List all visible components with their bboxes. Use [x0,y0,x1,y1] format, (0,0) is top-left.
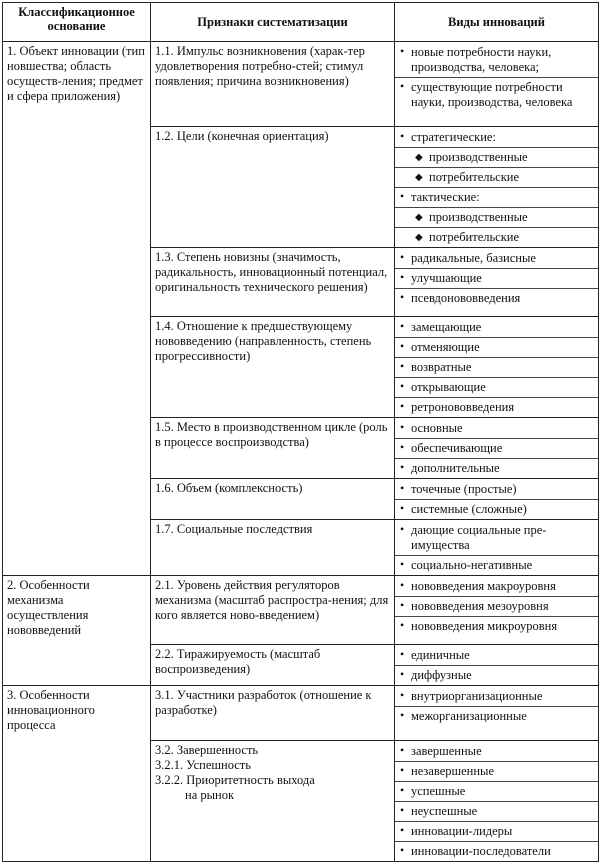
kind-item: • обеспечивающие [395,438,598,458]
bullet-icon: • [400,319,405,333]
bullet-icon: • [400,743,405,757]
bullet-icon: • [400,763,405,777]
bullet-icon: • [400,290,405,304]
kind-item: • замещающие [400,319,482,334]
diamond-bullet-icon: ◆ [415,212,423,223]
feature-line: 3.2.1. Успешность [155,758,251,772]
bullet-icon: • [400,420,405,434]
kind-item: • существующие потребности науки, производства, человека [395,77,598,112]
bullet-icon: • [400,618,405,632]
kind-item: • нововведения макроуровня [400,578,556,593]
kind-item: • нововведения мезоуровня [395,596,598,616]
kind-subitem: ◆ производственные [395,207,598,227]
kind-item: • улучшающие [395,268,598,288]
table-row [3,686,599,741]
feature-cell: 1.5. Место в производственном цикле (роль в процессе воспроизводства) [151,418,395,479]
bullet-icon: • [400,44,405,58]
kind-item: • инновации-последователи [395,841,598,861]
kinds-cell [395,645,599,686]
kind-item: • неуспешные [395,801,598,821]
table-row [3,576,599,645]
kind-item: • точечные (простые) [400,481,517,496]
bullet-icon: • [400,803,405,817]
kind-item: • единичные [400,647,470,662]
bullet-icon: • [400,843,405,857]
feature-line: 3.2. Завершенность [155,743,259,757]
innovation-classification-table [2,2,599,862]
bullet-icon: • [400,501,405,515]
bullet-icon: • [400,129,405,143]
bullet-icon: • [400,557,405,571]
kinds-cell [395,418,599,479]
bullet-icon: • [400,339,405,353]
kinds-cell [395,479,599,520]
kind-item: • межорганизационные [395,706,598,726]
feature-cell: 1.3. Степень новизны (значимость, радикальность, инновационный потенциал, оригинальность технического решения) [151,248,395,317]
kinds-cell [395,686,599,741]
bullet-icon: • [400,460,405,474]
bullet-icon: • [400,708,405,722]
kind-subitem: ◆ потребительские [395,227,598,247]
feature-cell: 2.2. Тиражируемость (масштаб воспроизведения) [151,645,395,686]
header-features: Признаки систематизации [151,3,395,42]
feature-cell: 1.2. Цели (конечная ориентация) [151,127,395,248]
kinds-cell [395,741,599,862]
kinds-cell [395,317,599,418]
bullet-icon: • [400,647,405,661]
header-criterion: Классификационное основание [3,3,151,42]
bullet-icon: • [400,250,405,264]
feature-cell: 3.1. Участники разработок (отношение к разработке) [151,686,395,741]
bullet-icon: • [400,578,405,592]
kind-item: • основные [400,420,463,435]
kind-item: • социально-негативные [395,555,598,575]
bullet-icon: • [400,522,405,536]
kind-item: • открывающие [395,377,598,397]
criterion-cell: 3. Особенности инновационного процесса [3,686,151,862]
diamond-bullet-icon: ◆ [415,152,423,163]
kind-item: • возвратные [395,357,598,377]
kinds-cell [395,520,599,576]
bullet-icon: • [400,359,405,373]
kind-item: • ретронововведения [395,397,598,417]
diamond-bullet-icon: ◆ [415,232,423,243]
bullet-icon: • [400,823,405,837]
bullet-icon: • [400,783,405,797]
bullet-icon: • [400,440,405,454]
kind-item: • незавершенные [395,761,598,781]
kind-item: • завершенные [400,743,482,758]
kind-item: • диффузные [395,665,598,685]
header-row [3,3,599,42]
criterion-cell: 2. Особенности механизма осуществления нововведений [3,576,151,686]
feature-cell: 1.7. Социальные последствия [151,520,395,576]
bullet-icon: • [400,79,405,93]
kind-item: • стратегические: [400,129,496,144]
kind-item: • псевдонововведения [395,288,598,308]
bullet-icon: • [400,688,405,702]
diamond-bullet-icon: ◆ [415,172,423,183]
kinds-cell [395,42,599,127]
bullet-icon: • [400,379,405,393]
kind-item: • отменяющие [395,337,598,357]
bullet-icon: • [400,270,405,284]
kind-subitem: ◆ потребительские [395,167,598,187]
header-kinds: Виды инноваций [395,3,599,42]
feature-line: 3.2.2. Приоритетность выхода [155,773,315,787]
kind-item: • нововведения микроуровня [395,616,598,636]
kind-item: • инновации-лидеры [395,821,598,841]
bullet-icon: • [400,481,405,495]
feature-cell: 1.6. Объем (комплексность) [151,479,395,520]
kind-item: • дающие социальные пре-имущества [400,522,547,552]
feature-cell: 2.1. Уровень действия регуляторов механизма (масштаб распростра-нения; для кого является ново-введением) [151,576,395,645]
kind-item: • внутриорганизационные [400,688,543,703]
kind-subitem: ◆ производственные [395,147,598,167]
feature-cell [151,741,395,862]
feature-cell: 1.4. Отношение к предшествующему нововведению (направленность, степень прогрессивности) [151,317,395,418]
feature-line: на рынок [185,788,235,802]
kinds-cell [395,576,599,645]
feature-cell: 1.1. Импульс возникновения (харак-тер удовлетворения потребно-стей; стимул появления; причина возникновения) [151,42,395,127]
bullet-icon: • [400,598,405,612]
criterion-cell: 1. Объект инновации (тип новшества; область осуществ-ления; предмет и сфера приложения) [3,42,151,576]
kinds-cell [395,248,599,317]
bullet-icon: • [400,399,405,413]
kind-item: • успешные [395,781,598,801]
kind-item: • новые потребности науки, производства, человека; [400,44,552,74]
kind-item: • тактические: [395,187,598,207]
kind-item: • радикальные, базисные [400,250,536,265]
kinds-cell [395,127,599,248]
kind-item: • дополнительные [395,458,598,478]
bullet-icon: • [400,667,405,681]
table-row [3,42,599,127]
bullet-icon: • [400,189,405,203]
kind-item: • системные (сложные) [395,499,598,519]
